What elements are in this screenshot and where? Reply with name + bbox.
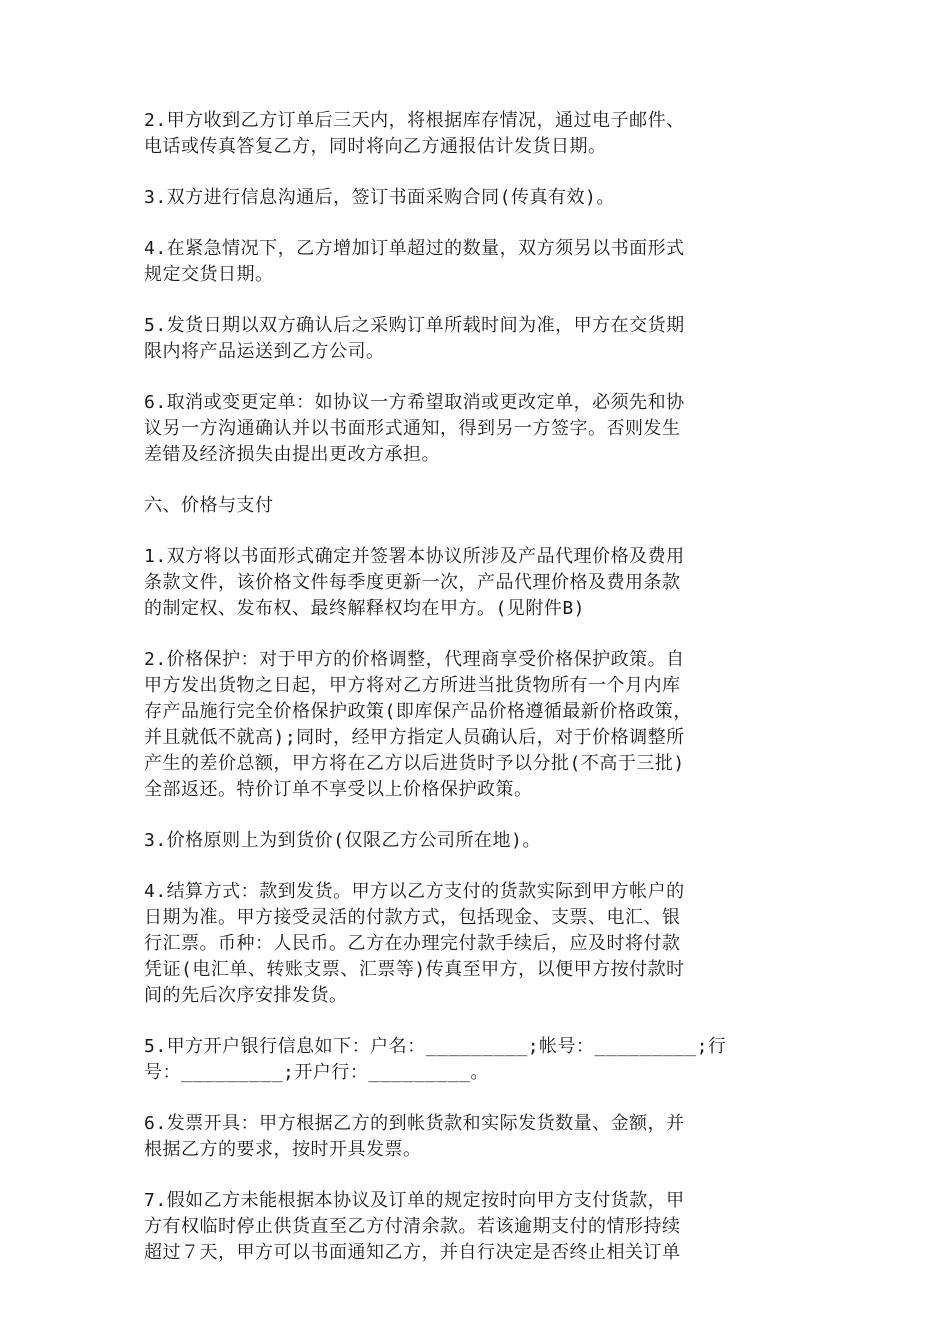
text-line: 电话或传真答复乙方，同时将向乙方通报估计发货日期。 xyxy=(144,136,607,157)
text-line: 5.甲方开户银行信息如下：户名：_________;帐号：_________;行 xyxy=(144,1036,727,1057)
text-line: 1.双方将以书面形式确定并签署本协议所涉及产品代理价格及费用 xyxy=(144,546,685,567)
text-line: 日期为准。甲方接受灵活的付款方式，包括现金、支票、电汇、银 xyxy=(144,907,681,928)
paragraph xyxy=(144,1034,806,1086)
text-line: 条款文件，该价格文件每季度更新一次，产品代理价格及费用条款 xyxy=(144,572,681,593)
paragraph xyxy=(144,1111,806,1163)
text-line: 全部返还。特价订单不享受以上价格保护政策。 xyxy=(144,779,533,800)
text-line: 规定交货日期。 xyxy=(144,264,274,285)
text-line: 4.结算方式：款到发货。甲方以乙方支付的货款实际到甲方帐户的 xyxy=(144,881,685,902)
paragraph xyxy=(144,185,806,211)
text-line: 3.价格原则上为到货价(仅限乙方公司所在地)。 xyxy=(144,830,541,851)
text-line: 议另一方沟通确认并以书面形式通知，得到另一方签字。否则发生 xyxy=(144,418,681,439)
paragraph xyxy=(144,1188,806,1266)
paragraph xyxy=(144,647,806,803)
document-body xyxy=(144,108,806,1291)
paragraph xyxy=(144,108,806,160)
text-line: 六、价格与支付 xyxy=(144,495,274,516)
text-line: 甲方发出货物之日起，甲方将对乙方所进当批货物所有一个月内库 xyxy=(144,675,681,696)
text-line: 限内将产品运送到乙方公司。 xyxy=(144,341,385,362)
text-line: 方有权临时停止供货直至乙方付清余款。若该逾期支付的情形持续 xyxy=(144,1216,681,1237)
text-line: 产生的差价总额，甲方将在乙方以后进货时予以分批(不高于三批) xyxy=(144,753,685,774)
paragraph xyxy=(144,313,806,365)
text-line: 6.取消或变更定单：如协议一方希望取消或更改定单，必须先和协 xyxy=(144,392,685,413)
text-line: 凭证(电汇单、转账支票、汇票等)传真至甲方，以便甲方按付款时 xyxy=(144,959,685,980)
text-line: 间的先后次序安排发货。 xyxy=(144,985,348,1006)
paragraph xyxy=(144,544,806,622)
text-line: 2.甲方收到乙方订单后三天内，将根据库存情况，通过电子邮件、 xyxy=(144,110,685,131)
text-line: 的制定权、发布权、最终解释权均在甲方。(见附件B) xyxy=(144,598,586,619)
paragraph xyxy=(144,828,806,854)
text-line: 并且就低不就高);同时，经甲方指定人员确认后，对于价格调整所 xyxy=(144,727,685,748)
section-heading xyxy=(144,493,806,519)
text-line: 2.价格保护：对于甲方的价格调整，代理商享受价格保护政策。自 xyxy=(144,649,685,670)
text-line: 4.在紧急情况下，乙方增加订单超过的数量，双方须另以书面形式 xyxy=(144,238,685,259)
text-line: 3.双方进行信息沟通后，签订书面采购合同(传真有效)。 xyxy=(144,187,615,208)
text-line: 号：_________;开户行：_________。 xyxy=(144,1062,489,1083)
text-line: 行汇票。币种：人民币。乙方在办理完付款手续后，应及时将付款 xyxy=(144,933,681,954)
text-line: 7.假如乙方未能根据本协议及订单的规定按时向甲方支付货款，甲 xyxy=(144,1190,685,1211)
text-line: 6.发票开具：甲方根据乙方的到帐货款和实际发货数量、金额，并 xyxy=(144,1113,685,1134)
text-line: 超过７天，甲方可以书面通知乙方，并自行决定是否终止相关订单 xyxy=(144,1242,681,1263)
text-line: 存产品施行完全价格保护政策(即库保产品价格遵循最新价格政策， xyxy=(144,701,692,722)
text-line: 根据乙方的要求，按时开具发票。 xyxy=(144,1139,422,1160)
text-line: 5.发货日期以双方确认后之采购订单所载时间为准，甲方在交货期 xyxy=(144,315,685,336)
paragraph xyxy=(144,236,806,288)
text-line: 差错及经济损失由提出更改方承担。 xyxy=(144,444,440,465)
paragraph xyxy=(144,390,806,468)
paragraph xyxy=(144,879,806,1009)
